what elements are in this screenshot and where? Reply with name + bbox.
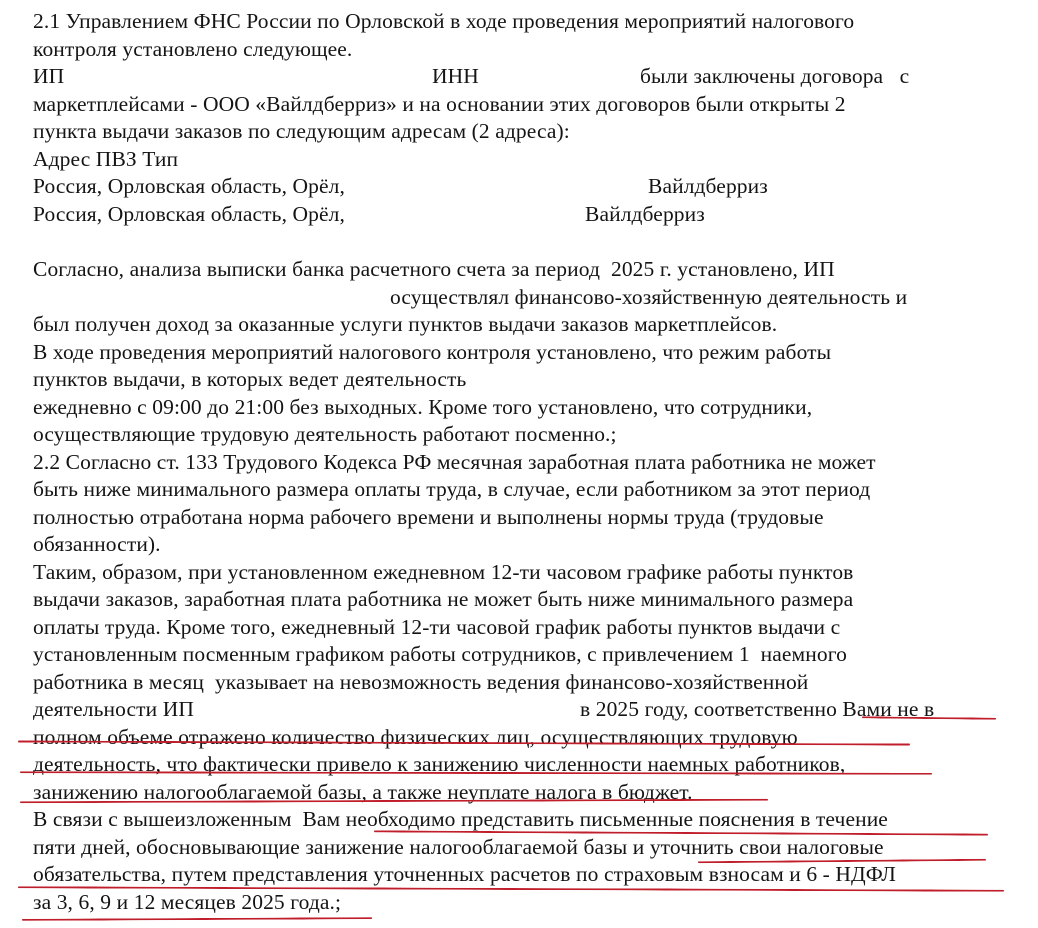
text-line: полном объеме отражено количество физических лиц, осуществляющих трудовую bbox=[33, 725, 798, 749]
text-line: Адрес ПВЗ Тип bbox=[33, 147, 179, 171]
text-line: ежедневно с 09:00 до 21:00 без выходных. Кроме того установлено, что сотрудники, bbox=[33, 395, 813, 419]
text-line: занижению налогооблагаемой базы, а также неуплате налога в бюджет. bbox=[33, 780, 693, 804]
text-line: ИП bbox=[33, 64, 65, 88]
text-line: были заключены договора с bbox=[640, 64, 910, 88]
text-line: в 2025 году, соответственно Вами не в bbox=[580, 697, 935, 721]
text-line: Таким, образом, при установленном ежедневном 12-ти часовом графике работы пунктов bbox=[33, 560, 854, 584]
text-line: осуществляющие трудовую деятельность работают посменно.; bbox=[33, 422, 617, 446]
text-line: маркетплейсами - ООО «Вайлдберриз» и на основании этих договоров были открыты 2 bbox=[33, 92, 846, 116]
text-line: был получен доход за оказанные услуги пунктов выдачи заказов маркетплейсов. bbox=[33, 312, 778, 336]
text-line: ИНН bbox=[432, 64, 479, 88]
text-line: 2.2 Согласно ст. 133 Трудового Кодекса РФ месячная заработная плата работника не может bbox=[33, 450, 876, 474]
text-line: 2.1 Управлением ФНС России по Орловской в ходе проведения мероприятий налогового bbox=[33, 9, 855, 33]
text-line: выдачи заказов, заработная плата работника не может быть ниже минимального размера bbox=[33, 587, 854, 611]
text-line: полностью отработана норма рабочего времени и выполнены нормы труда (трудовые bbox=[33, 505, 824, 529]
text-line: деятельность, что фактически привело к занижению численности наемных работников, bbox=[33, 752, 846, 776]
text-line: В ходе проведения мероприятий налогового контроля установлено, что режим работы bbox=[33, 340, 832, 364]
red-underline bbox=[22, 917, 372, 921]
text-line: Россия, Орловская область, Орёл, bbox=[33, 174, 345, 198]
text-line: установленным посменным графиком работы сотрудников, с привлечением 1 наемного bbox=[33, 642, 847, 666]
text-line: деятельности ИП bbox=[33, 697, 195, 721]
text-line: осуществлял финансово-хозяйственную деятельность и bbox=[390, 285, 908, 309]
text-line: Вайлдберриз bbox=[648, 174, 768, 198]
text-line: за 3, 6, 9 и 12 месяцев 2025 года.; bbox=[33, 890, 342, 914]
text-line: быть ниже минимального размера оплаты труда, в случае, если работником за этот период bbox=[33, 477, 871, 501]
text-line: работника в месяц указывает на невозможность ведения финансово-хозяйственной bbox=[33, 670, 809, 694]
text-line: оплаты труда. Кроме того, ежедневный 12-ти часовой график работы пунктов выдачи с bbox=[33, 615, 841, 639]
text-line: Россия, Орловская область, Орёл, bbox=[33, 202, 345, 226]
text-line: пяти дней, обосновывающие занижение налогооблагаемой базы и уточнить свои налоговые bbox=[33, 835, 884, 859]
text-line: пунктов выдачи, в которых ведет деятельность bbox=[33, 367, 467, 391]
text-line: Вайлдберриз bbox=[585, 202, 705, 226]
text-line: обязательства, путем представления уточненных расчетов по страховым взносам и 6 - НДФЛ bbox=[33, 862, 896, 886]
text-line: обязанности). bbox=[33, 532, 161, 556]
text-line: контроля установлено следующее. bbox=[33, 37, 353, 61]
text-line: пункта выдачи заказов по следующим адресам (2 адреса): bbox=[33, 119, 570, 143]
text-line: Согласно, анализа выписки банка расчетного счета за период 2025 г. установлено, ИП bbox=[33, 257, 835, 281]
text-line: В связи с вышеизложенным Вам необходимо представить письменные пояснения в течение bbox=[33, 807, 888, 831]
